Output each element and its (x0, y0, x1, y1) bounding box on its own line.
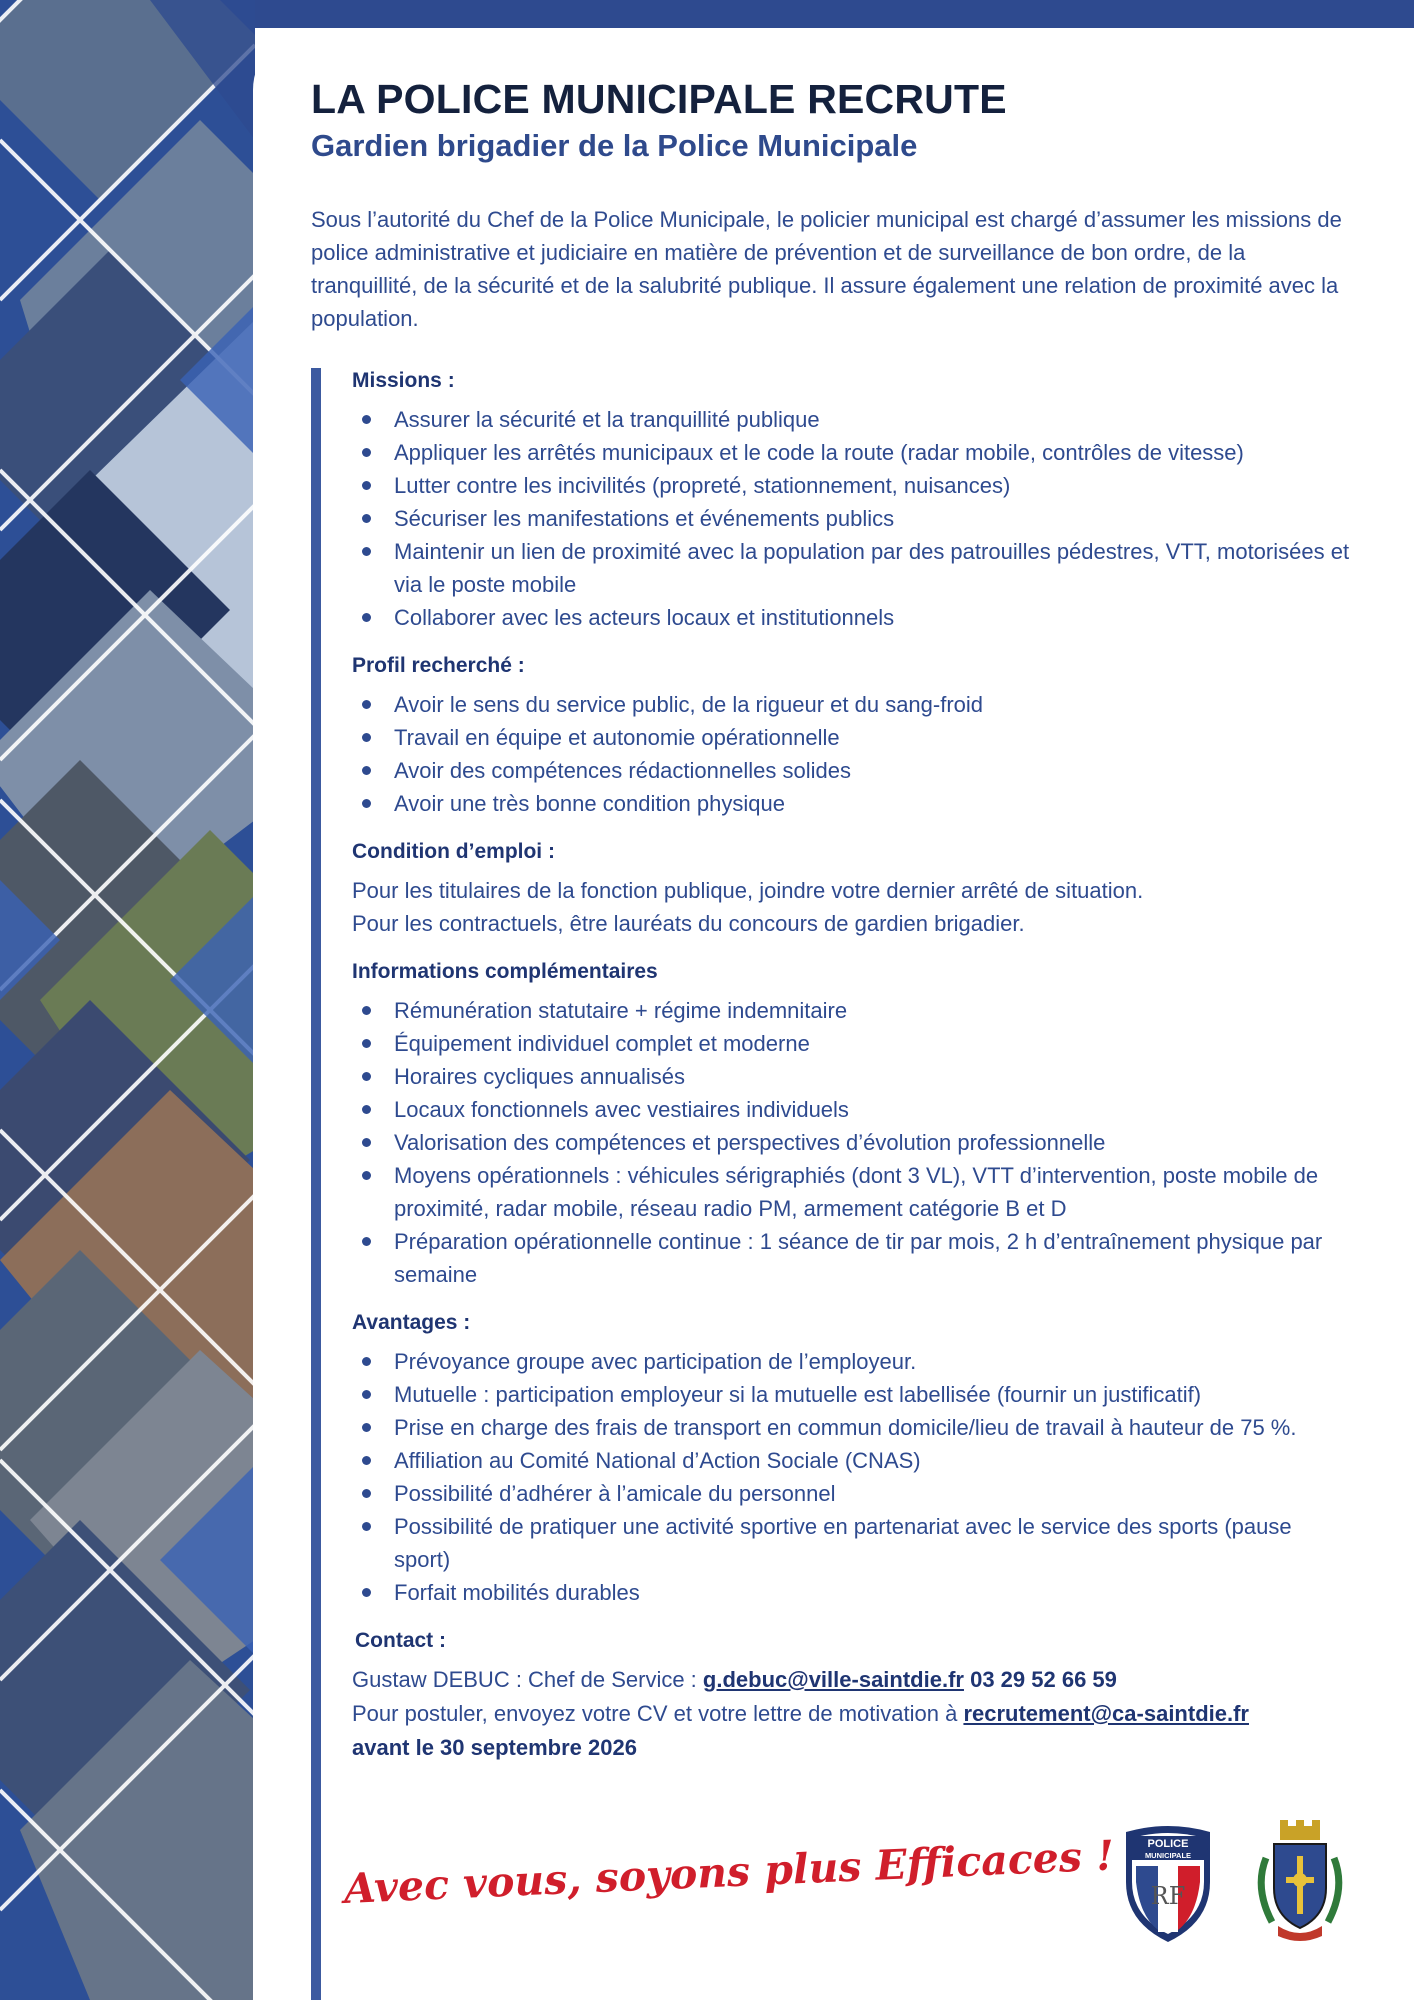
list-item (352, 787, 1352, 820)
list-item (352, 436, 1352, 469)
list-item-text: Équipement individuel complet et moderne (394, 1031, 810, 1056)
contact-email-link[interactable]: g.debuc@ville-saintdie.fr (702, 1667, 964, 1692)
contact-person: Gustaw DEBUC : Chef de Service : (352, 1667, 703, 1692)
bullet-icon (362, 481, 371, 490)
condition-title: Condition d’emploi : (352, 840, 555, 863)
bullet-icon (362, 1357, 371, 1366)
list-item-text: Prévoyance groupe avec participation de l’employeur. (394, 1349, 917, 1374)
infos-title: Informations complémentaires (352, 960, 658, 983)
bullet-icon (362, 733, 371, 742)
spacer (352, 1609, 1352, 1627)
list-item-text: Prise en charge des frais de transport en commun domicile/lieu de travail à hauteur de 75 %. (394, 1415, 1297, 1440)
spacer (352, 820, 1352, 838)
list-item-text: Valorisation des compétences et perspectives d’évolution professionnelle (394, 1130, 1106, 1155)
bullet-icon (362, 1171, 371, 1180)
profil-list (352, 688, 1352, 820)
bullet-icon (362, 700, 371, 709)
contact-block (352, 1663, 1352, 1765)
bullet-icon (362, 1489, 371, 1498)
badge-bottom-text: MUNICIPALE (1144, 1851, 1192, 1860)
list-item-text: Préparation opérationnelle continue : 1 séance de tir par mois, 2 h d’entraînement physique par semaine (394, 1229, 1323, 1287)
bullet-icon (362, 1105, 371, 1114)
list-item (352, 469, 1352, 502)
slogan: Avec vous, soyons plus Efficaces ! (342, 1831, 1116, 1913)
bullet-icon (362, 1456, 371, 1465)
bullet-icon (362, 448, 371, 457)
list-item (352, 1411, 1352, 1444)
bullet-icon (362, 1006, 371, 1015)
bullet-icon (362, 613, 371, 622)
list-item-text: Maintenir un lien de proximité avec la population par des patrouilles pédestres, VTT, motorisées et via le poste mobile (394, 539, 1350, 597)
section-accent-bar (311, 368, 321, 2000)
list-item-text: Possibilité d’adhérer à l’amicale du personnel (394, 1481, 836, 1506)
list-item-text: Sécuriser les manifestations et événements publics (394, 506, 895, 531)
list-item-text: Avoir des compétences rédactionnelles solides (394, 758, 851, 783)
list-item (352, 1510, 1352, 1576)
list-item (352, 502, 1352, 535)
list-item (352, 994, 1352, 1027)
bullet-icon (362, 799, 371, 808)
list-item (352, 1126, 1352, 1159)
contact-person-line (352, 1663, 1352, 1697)
list-item (352, 1444, 1352, 1477)
spacer (352, 1291, 1352, 1309)
condition-text (352, 874, 1352, 940)
bullet-icon (362, 514, 371, 523)
list-item-text: Avoir le sens du service public, de la rigueur et du sang-froid (394, 692, 984, 717)
list-item (352, 601, 1352, 634)
contact-phone: 03 29 52 66 59 (970, 1667, 1117, 1692)
list-item-text: Lutter contre les incivilités (propreté, stationnement, nuisances) (394, 473, 1011, 498)
badge-monogram: RF (1150, 1882, 1186, 1910)
bullet-icon (362, 1039, 371, 1048)
missions-list (352, 403, 1352, 634)
condition-line-1: Pour les titulaires de la fonction publique, joindre votre dernier arrêté de situation. (352, 878, 1144, 903)
list-item-text: Avoir une très bonne condition physique (394, 791, 785, 816)
bullet-icon (362, 1237, 371, 1246)
collage-graphic (0, 0, 255, 2000)
badge-top-text: POLICE (1147, 1838, 1189, 1850)
list-item (352, 1225, 1352, 1291)
page-subtitle: Gardien brigadier de la Police Municipale (311, 128, 918, 163)
list-item (352, 1345, 1352, 1378)
list-item (352, 754, 1352, 787)
avantages-title: Avantages : (352, 1311, 471, 1334)
avantages-list (352, 1345, 1352, 1609)
city-coat-of-arms-logo (1250, 1818, 1350, 1946)
list-item-text: Affiliation au Comité National d’Action Sociale (CNAS) (394, 1448, 921, 1473)
bullet-icon (362, 1390, 371, 1399)
bullet-icon (362, 1072, 371, 1081)
list-item-text: Forfait mobilités durables (394, 1580, 640, 1605)
list-item (352, 1093, 1352, 1126)
list-item (352, 1027, 1352, 1060)
photo-collage (0, 0, 255, 2000)
bullet-icon (362, 547, 371, 556)
list-item (352, 535, 1352, 601)
spacer (352, 940, 1352, 958)
bullet-icon (362, 766, 371, 775)
page-title: LA POLICE MUNICIPALE RECRUTE (311, 76, 1007, 122)
bullet-icon (362, 1423, 371, 1432)
bullet-icon (362, 1522, 371, 1531)
profil-title: Profil recherché : (352, 654, 525, 677)
main-content (352, 367, 1352, 1765)
apply-line (352, 1697, 1352, 1731)
bullet-icon (362, 1138, 371, 1147)
list-item (352, 403, 1352, 436)
police-municipale-badge-logo (1118, 1822, 1218, 1944)
list-item (352, 721, 1352, 754)
list-item-text: Assurer la sécurité et la tranquillité publique (394, 407, 820, 432)
condition-line-2: Pour les contractuels, être lauréats du concours de gardien brigadier. (352, 911, 1025, 936)
list-item-text: Horaires cycliques annualisés (394, 1064, 686, 1089)
apply-text: Pour postuler, envoyez votre CV et votre lettre de motivation à (352, 1701, 964, 1726)
intro-paragraph: Sous l’autorité du Chef de la Police Municipale, le policier municipal est chargé d’assumer les missions de police administrative et judiciaire en matière de prévention et de surveillance de bon ordre, de la tranquillité, de la sécurité et de la salubrité publique. Il assure également une relation de proximité avec la population. (311, 207, 1342, 331)
apply-email-link[interactable]: recrutement@ca-saintdie.fr (963, 1701, 1249, 1726)
list-item-text: Appliquer les arrêtés municipaux et le code la route (radar mobile, contrôles de vitesse) (394, 440, 1244, 465)
list-item (352, 1477, 1352, 1510)
bullet-icon (362, 1588, 371, 1597)
list-item-text: Rémunération statutaire + régime indemnitaire (394, 998, 848, 1023)
list-item (352, 688, 1352, 721)
list-item-text: Travail en équipe et autonomie opérationnelle (394, 725, 840, 750)
list-item-text: Possibilité de pratiquer une activité sportive en partenariat avec le service des sports (pause sport) (394, 1514, 1292, 1572)
missions-title: Missions : (352, 369, 455, 392)
infos-list (352, 994, 1352, 1291)
list-item-text: Collaborer avec les acteurs locaux et institutionnels (394, 605, 895, 630)
deadline: avant le 30 septembre 2026 (352, 1735, 637, 1760)
list-item (352, 1060, 1352, 1093)
spacer (352, 634, 1352, 652)
list-item-text: Moyens opérationnels : véhicules sérigraphiés (dont 3 VL), VTT d’intervention, poste mobile de proximité, radar mobile, réseau radio PM, armement catégorie B et D (394, 1163, 1319, 1221)
bullet-icon (362, 415, 371, 424)
list-item (352, 1378, 1352, 1411)
contact-title: Contact : (355, 1629, 446, 1652)
list-item (352, 1159, 1352, 1225)
list-item-text: Locaux fonctionnels avec vestiaires individuels (394, 1097, 849, 1122)
list-item (352, 1576, 1352, 1609)
list-item-text: Mutuelle : participation employeur si la mutuelle est labellisée (fournir un justificatif) (394, 1382, 1202, 1407)
